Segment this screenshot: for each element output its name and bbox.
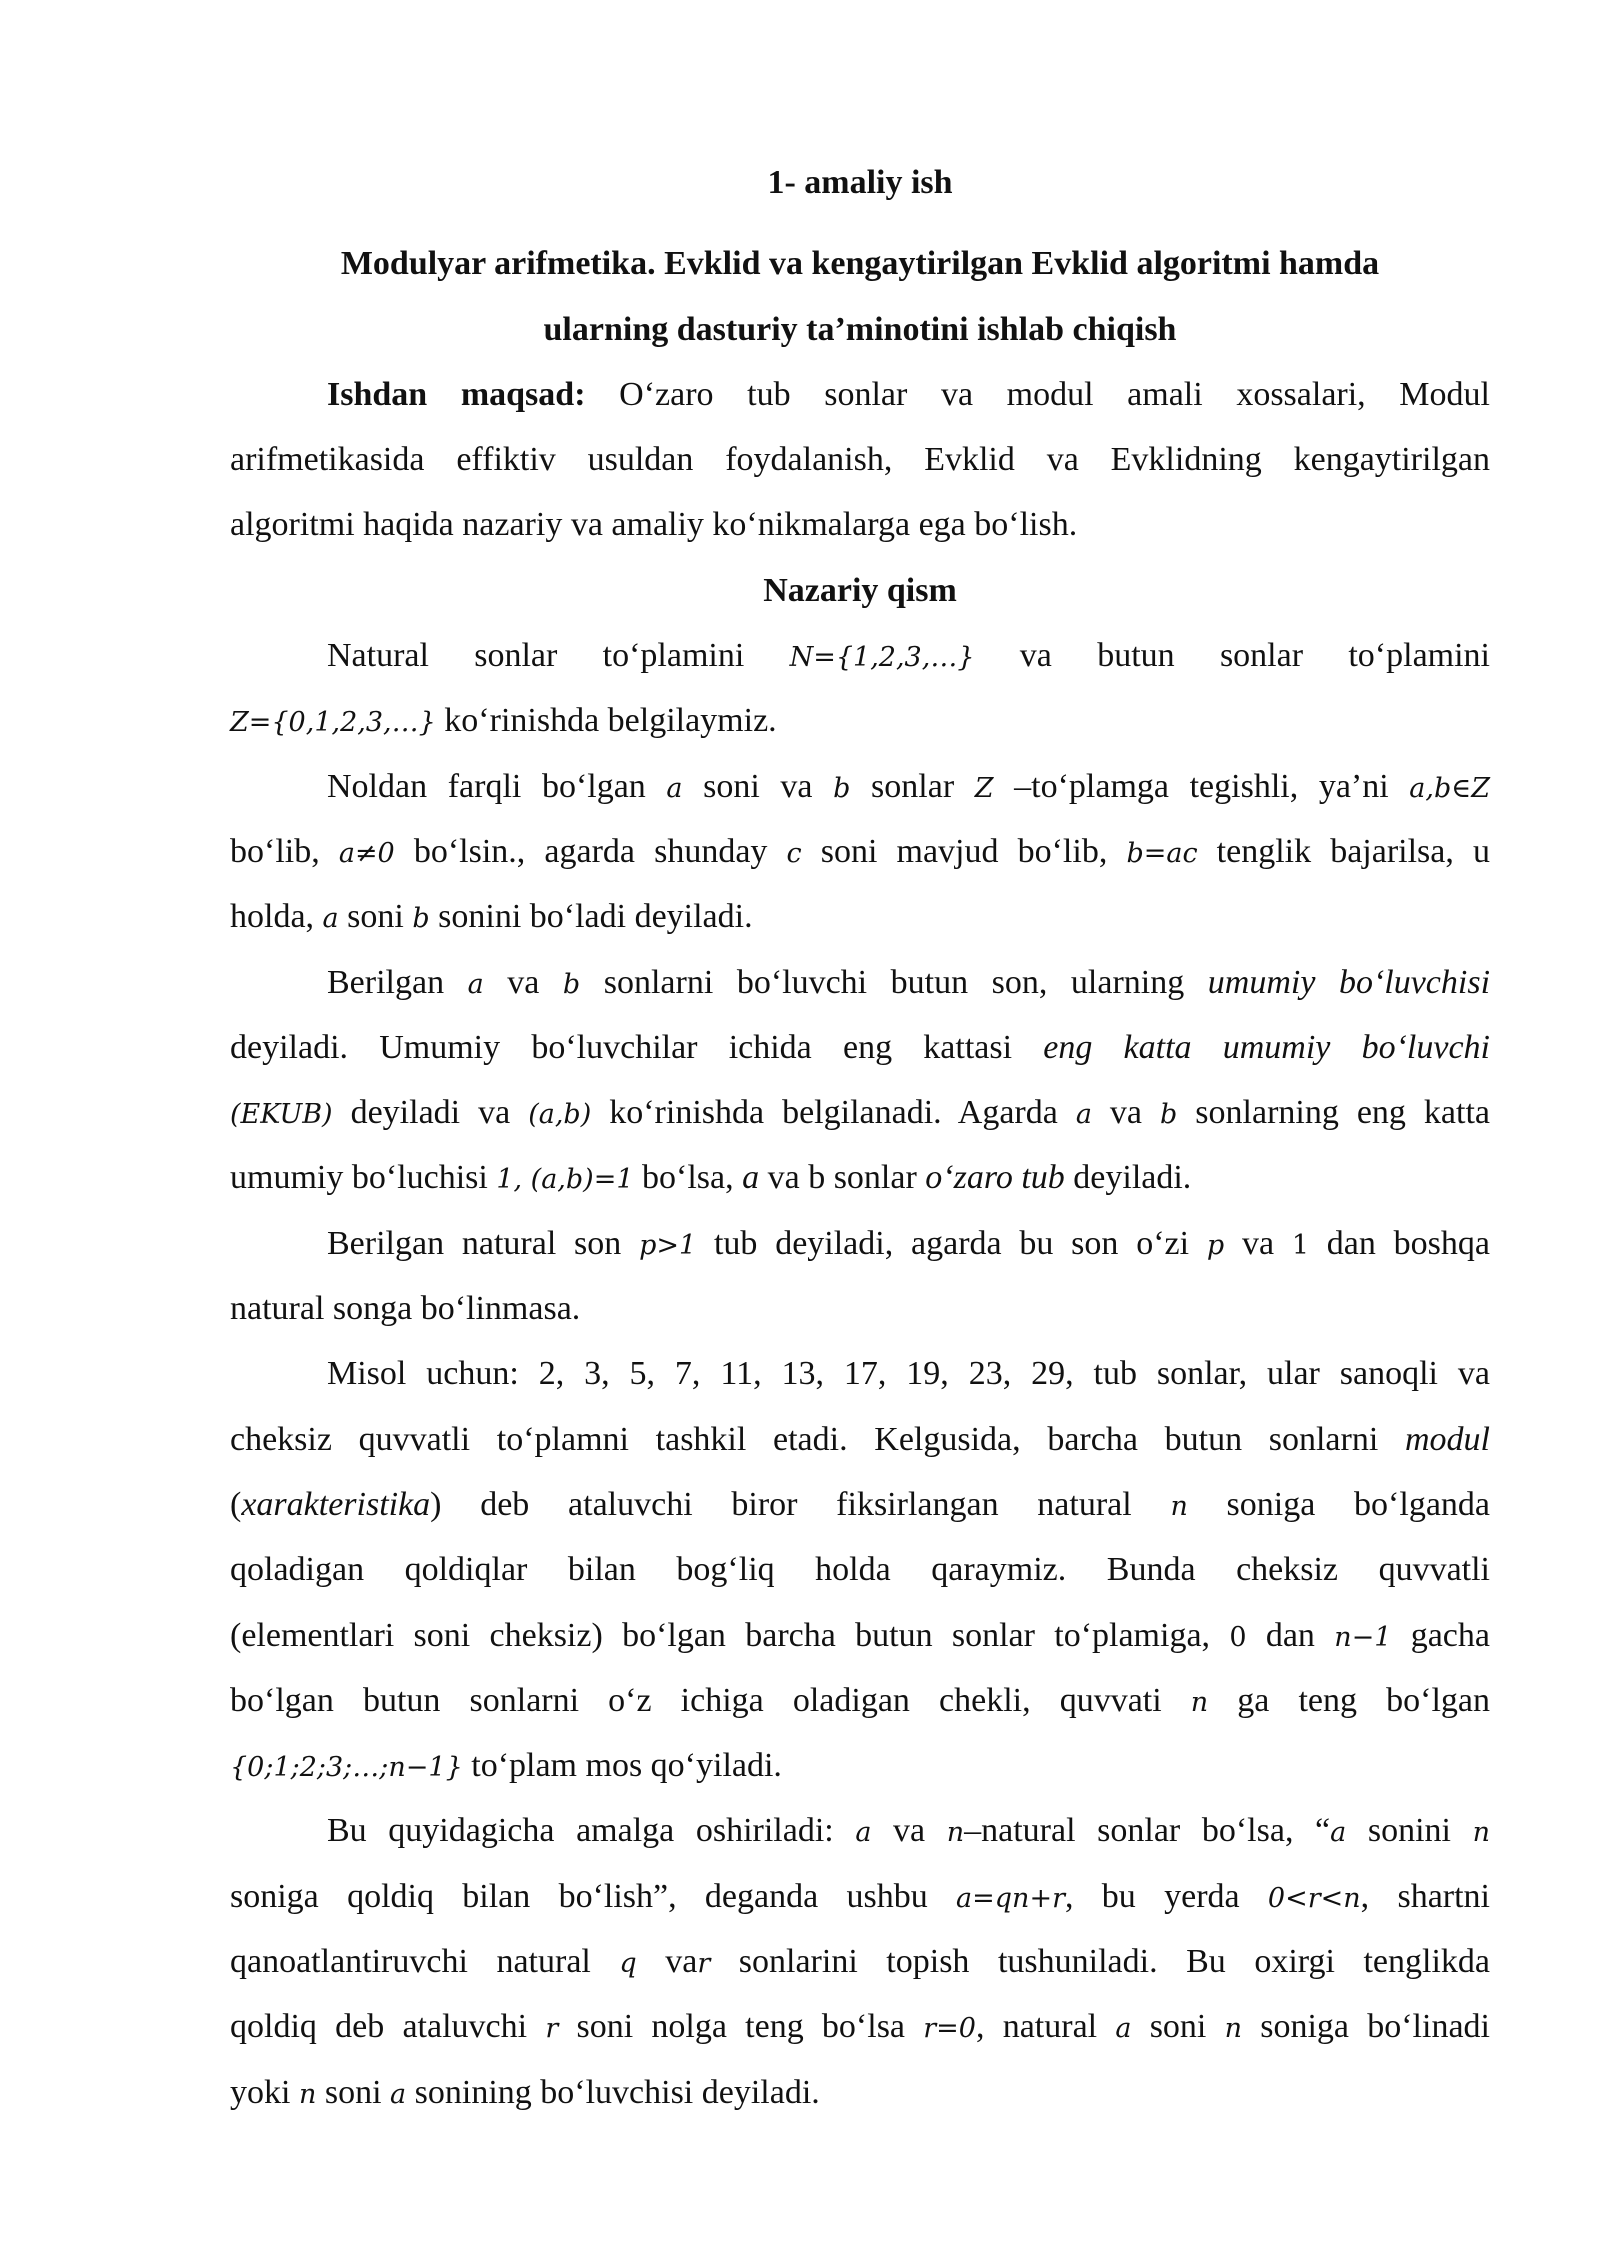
math-expression: r xyxy=(697,1948,711,1980)
math-expression: b xyxy=(562,968,581,1000)
text-run: umumiy bo‘luchisi xyxy=(230,1159,497,1197)
text-run: soni xyxy=(316,2073,391,2111)
text-run: ga teng bo‘lgan xyxy=(1208,1681,1490,1719)
text-run: va b sonlar xyxy=(759,1159,926,1197)
math-expression: r xyxy=(545,2013,559,2045)
text-run: , bu yerda xyxy=(1064,1877,1268,1915)
paragraph-5-line-2 xyxy=(230,1407,1490,1472)
text-run: ko‘rinishda belgilanadi. Agarda xyxy=(591,1094,1076,1132)
math-expression: 1 xyxy=(1291,1229,1310,1261)
paragraph-3-line-3 xyxy=(230,1080,1490,1145)
text-run: cheksiz quvvatli to‘plamni tashkil etadi. Kelgusida, barcha butun sonlarni xyxy=(230,1420,1405,1458)
text-run: sonlarni bo‘luvchi butun son, ularning xyxy=(580,963,1208,1001)
text-run: –natural sonlar bo‘lsa, “ xyxy=(964,1812,1331,1850)
math-expression: a xyxy=(1330,1817,1347,1849)
text-run: bo‘lsin., agarda shunday xyxy=(394,832,787,870)
paragraph-5-line-5 xyxy=(230,1603,1490,1668)
text-run: soni va xyxy=(682,767,834,805)
math-expression: n−1 xyxy=(1334,1621,1392,1653)
text-run: soni nolga teng bo‘lsa xyxy=(558,2008,924,2046)
math-expression: Z xyxy=(974,772,994,804)
paragraph-6-line-5 xyxy=(230,2060,1490,2125)
math-expression: c xyxy=(786,837,802,869)
math-expression: n xyxy=(1224,2013,1242,2045)
text-run: holda, xyxy=(230,898,323,936)
paragraph-2-line-2 xyxy=(230,819,1490,884)
text-run: modul xyxy=(1405,1420,1490,1458)
paragraph-3-line-1 xyxy=(230,950,1490,1015)
math-expression: {0;1;2;3;…;n−1} xyxy=(230,1752,463,1784)
math-expression: a xyxy=(1115,2013,1132,2045)
math-expression: b=ac xyxy=(1126,837,1198,869)
text-run: va xyxy=(483,963,563,1001)
text-run: qanoatlantiruvchi natural xyxy=(230,1943,620,1981)
math-expression: p>1 xyxy=(639,1229,697,1261)
text-run: va xyxy=(1091,1094,1161,1132)
paragraph-5-line-3 xyxy=(230,1472,1490,1537)
text-run: , natural xyxy=(975,2008,1116,2046)
paragraph-5-line-7 xyxy=(230,1733,1490,1798)
math-expression: a xyxy=(1075,1099,1092,1131)
paragraph-3-line-2 xyxy=(230,1015,1490,1080)
text-run: va butun sonlar to‘plamini xyxy=(974,637,1490,675)
text-run: ko‘rinishda belgilaymiz. xyxy=(435,702,777,740)
text-run: sonlarini topish tushuniladi. Bu oxirgi tenglikda xyxy=(710,1943,1490,1981)
text-run: dan xyxy=(1246,1616,1335,1654)
paragraph-6-line-4 xyxy=(230,1994,1490,2059)
math-set-n: N={1,2,3,…} xyxy=(789,642,975,674)
text-run: soniga bo‘linadi xyxy=(1242,2008,1490,2046)
paragraph-1-line-1 xyxy=(230,623,1490,688)
math-expression: 0 xyxy=(1229,1621,1247,1653)
math-set-z: Z={0,1,2,3,…} xyxy=(230,707,436,739)
paragraph-5-line-6 xyxy=(230,1668,1490,1733)
paragraph-5-line-1: Misol uchun: 2, 3, 5, 7, 11, 13, 17, 19, 23, 29, tub sonlar, ular sanoqli va xyxy=(327,1355,1490,1393)
math-expression: a xyxy=(322,903,339,935)
text-run: tub deyiladi, agarda bu son o‘zi xyxy=(696,1224,1207,1262)
text-run: bo‘lgan butun sonlarni o‘z ichiga oladigan chekli, quvvati xyxy=(230,1681,1191,1719)
math-expression: n xyxy=(946,1817,965,1849)
text-run: Natural sonlar to‘plamini xyxy=(327,637,790,675)
text-run: ) deb ataluvchi biror fiksirlangan natural xyxy=(430,1485,1171,1523)
text-run: soni mavjud bo‘lib, xyxy=(801,832,1127,870)
math-expression: n xyxy=(1170,1490,1188,1522)
math-expression: p xyxy=(1206,1229,1225,1261)
text-run: Noldan farqli bo‘lgan xyxy=(327,767,667,805)
paragraph-2-line-3 xyxy=(230,884,1490,949)
text-run: a xyxy=(742,1159,760,1197)
paragraph-6-line-3 xyxy=(230,1929,1490,1994)
math-expression: (EKUB) xyxy=(230,1099,333,1131)
text-run: Bu quyidagicha amalga oshiriladi: xyxy=(327,1812,856,1850)
paragraph-2-line-1 xyxy=(230,754,1490,819)
text-run: –to‘plamga tegishli, ya’ni xyxy=(993,767,1410,805)
text-run: qoldiq deb ataluvchi xyxy=(230,2008,546,2046)
math-expression: 1, (a,b)=1 xyxy=(496,1164,634,1196)
math-expression: n xyxy=(1190,1686,1209,1718)
document-page xyxy=(230,150,1490,2125)
text-run: tenglik bajarilsa, u xyxy=(1197,832,1490,870)
math-expression: (a,b) xyxy=(528,1099,592,1131)
math-expression: a xyxy=(855,1817,872,1849)
text-run: sonini xyxy=(1346,1812,1473,1850)
aim-label: Ishdan maqsad: xyxy=(327,375,586,413)
text-run: sonlar xyxy=(850,767,975,805)
paragraph-3-line-4 xyxy=(230,1145,1490,1210)
text-run: xarakteristika xyxy=(241,1485,431,1523)
math-expression: 0<r<n xyxy=(1267,1882,1361,1914)
text-run: va xyxy=(1224,1224,1292,1262)
text-run: O‘zaro tub sonlar va modul amali xossalari, Modul xyxy=(585,375,1490,413)
paragraph-6-line-2 xyxy=(230,1864,1490,1929)
math-expression: r=0 xyxy=(923,2013,976,2045)
text-run: deyiladi va xyxy=(332,1094,529,1132)
page-title: 1- amaliy ish xyxy=(767,164,953,201)
math-expression: q xyxy=(619,1948,637,1980)
text-run: soniga qoldiq bilan bo‘lish”, deganda ushbu xyxy=(230,1877,957,1915)
math-expression: b xyxy=(833,772,851,804)
paragraph-4-line-2: natural songa bo‘linmasa. xyxy=(230,1290,581,1328)
text-run: soni xyxy=(338,898,413,936)
math-expression: a,b∈Z xyxy=(1409,772,1491,804)
text-run: to‘plam mos qo‘yiladi. xyxy=(462,1747,782,1785)
aim-line-1 xyxy=(230,362,1490,427)
text-run: dan boshqa xyxy=(1309,1224,1491,1262)
text-run: deyiladi. Umumiy bo‘luvchilar ichida eng kattasi xyxy=(230,1028,1044,1066)
section-heading: Nazariy qism xyxy=(763,571,957,609)
text-run: va xyxy=(871,1812,947,1850)
math-expression: a≠0 xyxy=(338,837,395,869)
text-run: umumiy bo‘luvchisi xyxy=(1207,963,1491,1001)
paragraph-6-line-1 xyxy=(230,1798,1490,1863)
math-expression: b xyxy=(412,903,430,935)
math-expression: a xyxy=(467,968,484,1000)
text-run: gacha xyxy=(1391,1616,1490,1654)
text-run: eng katta umumiy bo‘luvchi xyxy=(1043,1028,1490,1066)
text-run: sonining bo‘luvchisi deyiladi. xyxy=(406,2073,820,2111)
subtitle-line-2: ularning dasturiy ta’minotini ishlab chiqish xyxy=(543,310,1177,348)
text-run: Berilgan natural son xyxy=(327,1224,640,1262)
text-run: o‘zaro tub xyxy=(925,1159,1065,1197)
paragraph-1-line-2 xyxy=(230,688,1490,753)
paragraph-4-line-1 xyxy=(230,1211,1490,1276)
text-run: (elementlari soni cheksiz) bo‘lgan barcha butun sonlar to‘plamiga, xyxy=(230,1616,1230,1654)
text-run: yoki xyxy=(230,2073,299,2111)
text-run: deyiladi. xyxy=(1064,1159,1192,1197)
paragraph-5-line-4: qoladigan qoldiqlar bilan bog‘liq holda qaraymiz. Bunda cheksiz quvvatli xyxy=(230,1551,1490,1589)
text-run: bo‘lsa, xyxy=(633,1159,743,1197)
math-expression: n xyxy=(1472,1817,1491,1849)
math-expression: a=qn+r xyxy=(956,1882,1065,1914)
aim-line-2: arifmetikasida effiktiv usuldan foydalanish, Evklid va Evklidning kengaytirilgan xyxy=(230,441,1490,479)
text-run: sonlarning eng katta xyxy=(1177,1094,1490,1132)
math-expression: n xyxy=(298,2078,317,2110)
text-run: soni xyxy=(1131,2008,1225,2046)
subtitle-line-1: Modulyar arifmetika. Evklid va kengaytirilgan Evklid algoritmi hamda xyxy=(340,245,1380,283)
text-run: va xyxy=(636,1943,698,1981)
text-run: , shartni xyxy=(1360,1877,1491,1915)
text-run: ( xyxy=(230,1485,242,1523)
aim-line-3: algoritmi haqida nazariy va amaliy ko‘nikmalarga ega bo‘lish. xyxy=(230,506,1078,544)
text-run: bo‘lib, xyxy=(230,832,339,870)
text-run: sonini bo‘ladi deyiladi. xyxy=(429,898,753,936)
text-run: Berilgan xyxy=(327,963,468,1001)
text-run: soniga bo‘lganda xyxy=(1187,1485,1490,1523)
math-expression: b xyxy=(1160,1099,1178,1131)
math-expression: a xyxy=(390,2078,407,2110)
math-expression: a xyxy=(666,772,683,804)
